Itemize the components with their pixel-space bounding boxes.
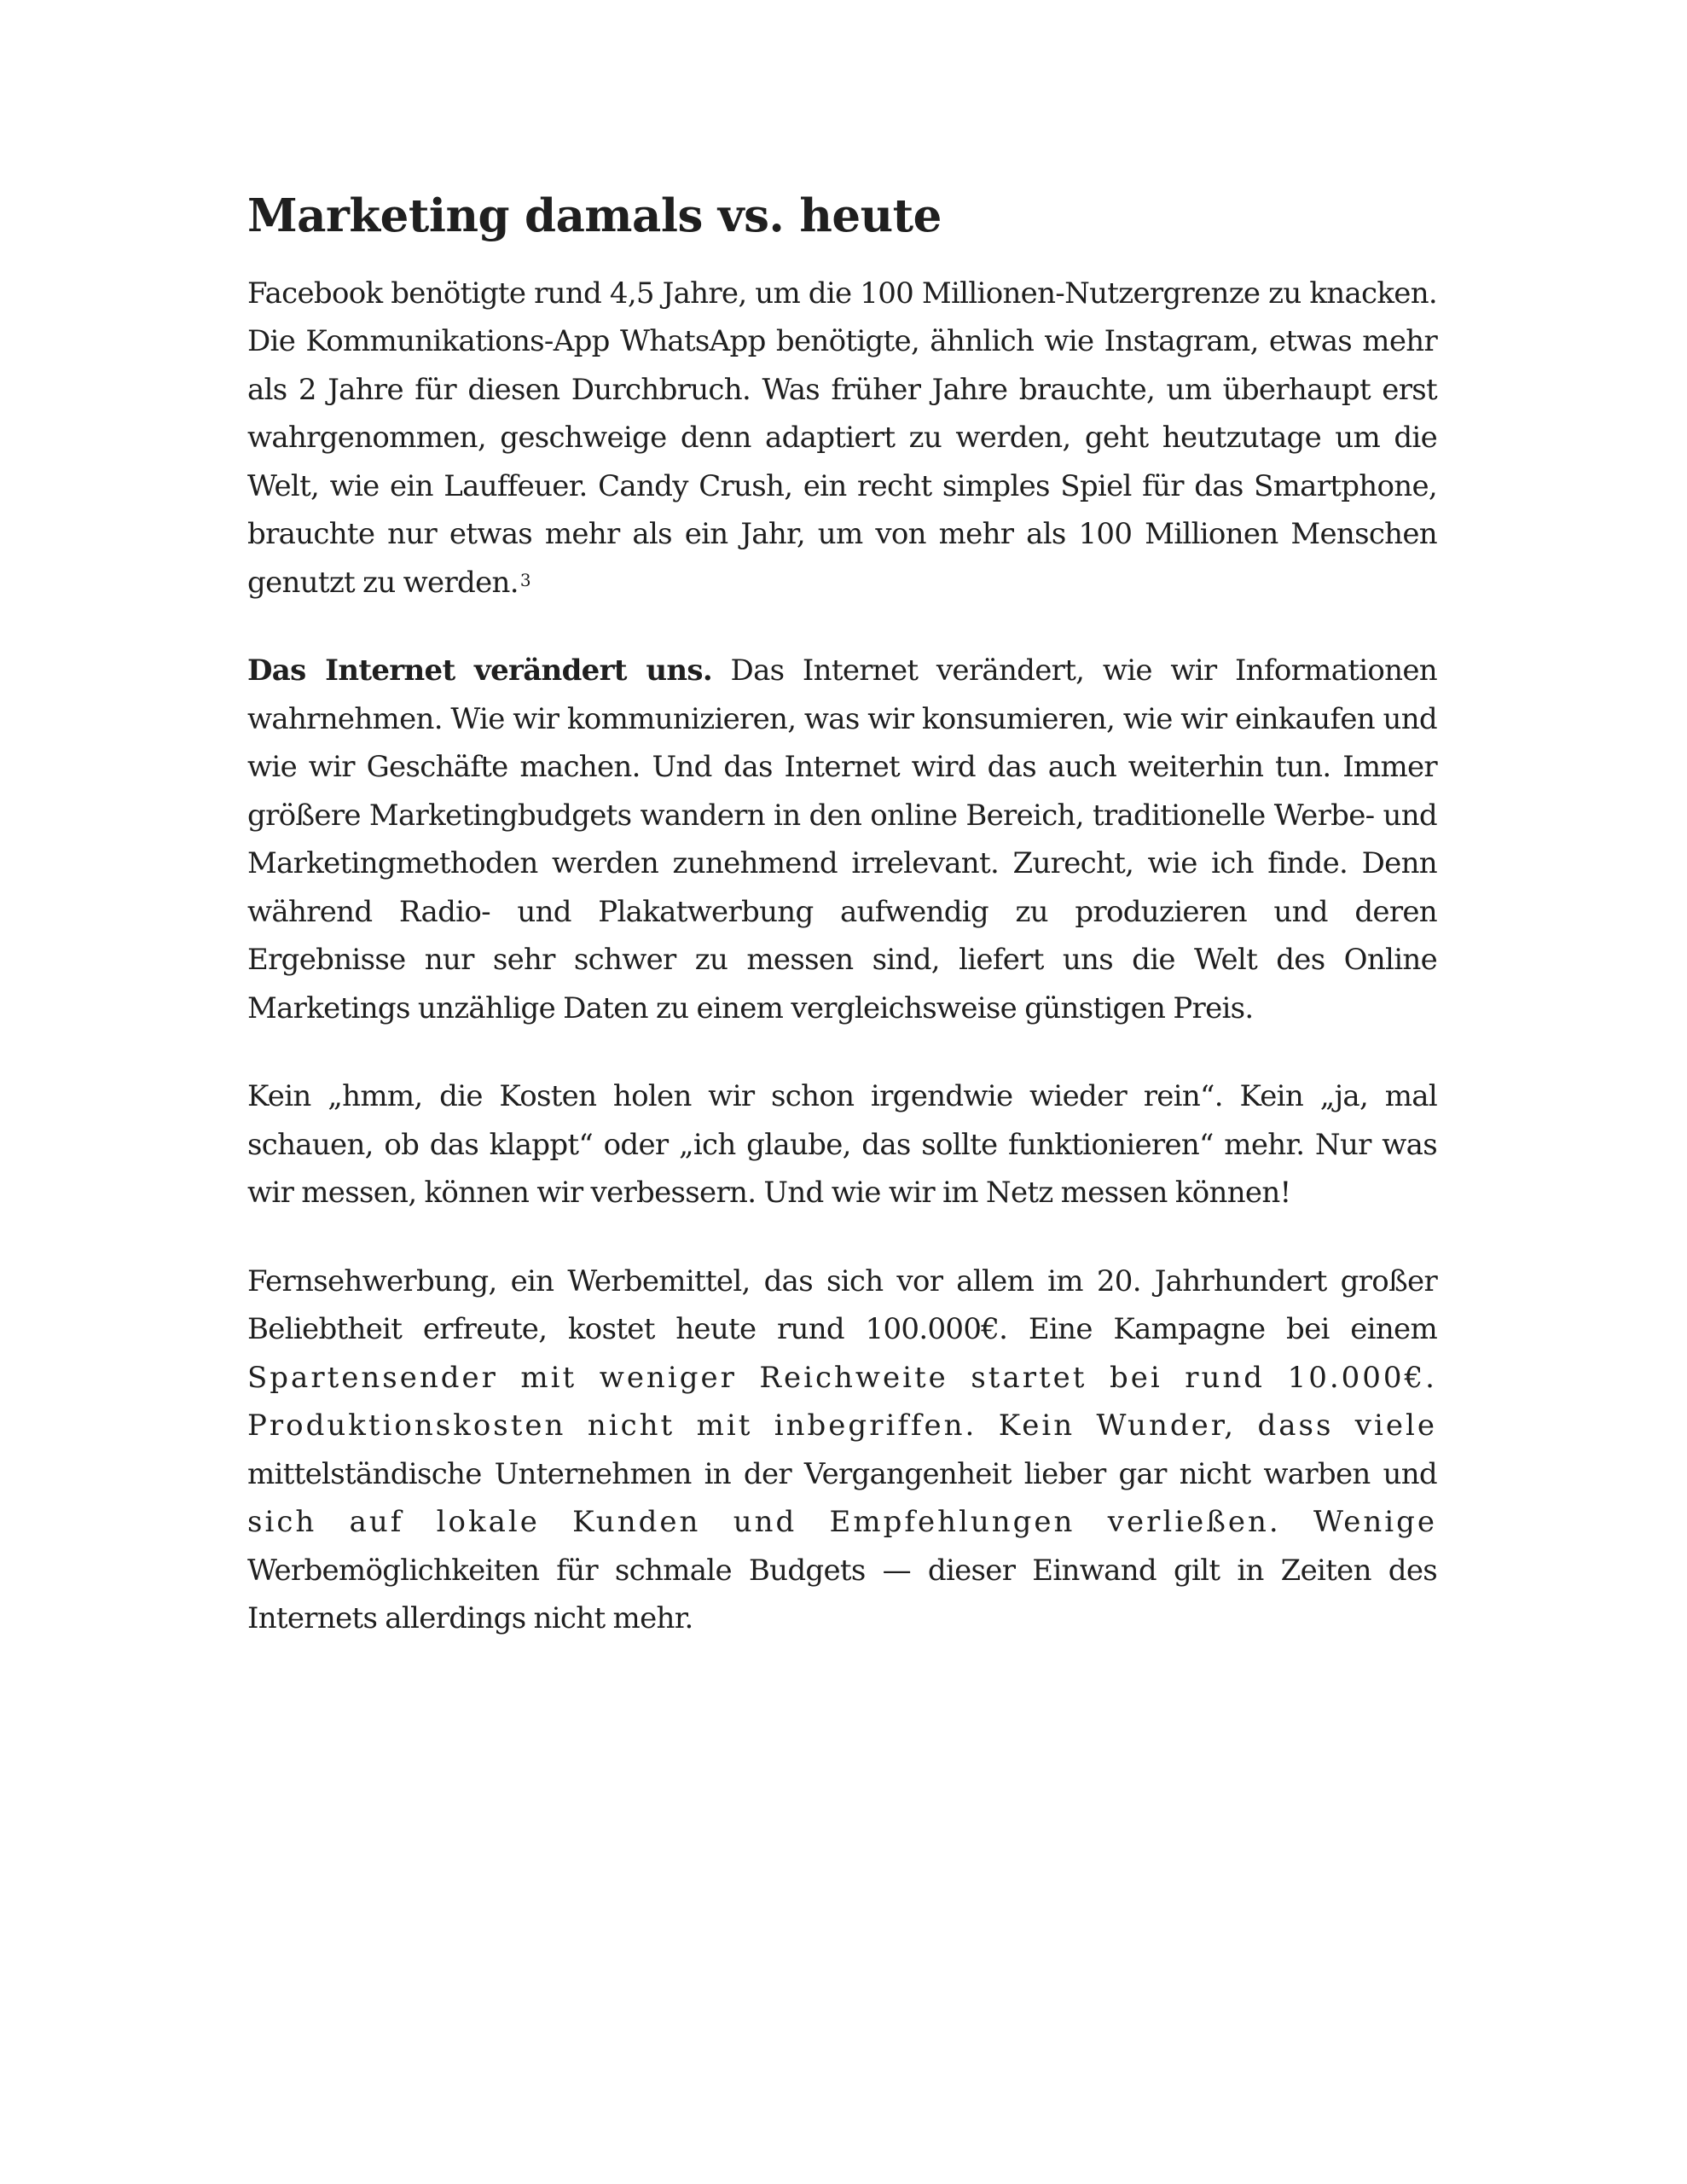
paragraph-measure xyxy=(247,1072,1437,1217)
paragraph-text-part: mittelständische Unternehmen in der Vergangenheit lieber gar nicht warben und xyxy=(247,1456,1437,1491)
article-body xyxy=(247,189,1437,1683)
section-heading: Marketing damals vs. heute xyxy=(247,189,942,242)
footnote-marker: 3 xyxy=(519,569,530,590)
paragraph-text: Kein „hmm, die Kosten holen wir schon irgendwie wieder rein“. Kein „ja, mal schauen, ob das klappt“ oder „ich glaube, das sollte funktionieren“ mehr. Nur was wir messen, können wir verbessern. Und wie wir im Netz messen können! xyxy=(247,1079,1437,1211)
paragraph-text: Das Internet verändert, wie wir Informationen wahrnehmen. Wie wir kommunizieren, was wir konsumieren, wie wir einkaufen und wie wir Geschäfte machen. Und das Internet wird das auch weiterhin tun. Immer größere Marketingbudgets wandern in den online Bereich, traditionelle Werbe- und Marketingmethoden werden zunehmend irrelevant. Zurecht, wie ich finde. Denn während Radio- und Plakatwerbung aufwendig zu produzieren und deren Ergebnisse nur sehr schwer zu messen sind, liefert uns die Welt des Online Marketings unzählige Daten zu einem vergleichsweise günstigen Preis. xyxy=(247,653,1437,1025)
paragraph-growth-stats xyxy=(247,270,1437,607)
paragraph-text-part-tracked: sich auf lokale Kunden und Empfehlungen verließen. Wenige xyxy=(247,1505,1437,1540)
paragraph-lead-in: Das Internet verändert uns. xyxy=(247,653,712,688)
paragraph-text-part: Werbemöglichkeiten für schmale Budgets — dieser Einwand gilt in Zeiten des Internets allerdings nicht mehr. xyxy=(247,1553,1437,1636)
paragraph-tv-advertising xyxy=(247,1258,1437,1643)
paragraph-text-part: Fernsehwerbung, ein Werbemittel, das sich vor allem im 20. Jahrhundert großer Beliebtheit erfreute, kostet heute rund 100.000€. Eine Kampagne bei einem xyxy=(247,1263,1437,1347)
paragraph-text: Facebook benötigte rund 4,5 Jahre, um die 100 Millionen-Nutzergrenze zu knacken. Die Kommunikations-App WhatsApp benötigte, ähnlich wie Instagram, etwas mehr als 2 Jahre für diesen Durchbruch. Was früher Jahre brauchte, um überhaupt erst wahrgenommen, geschweige denn adaptiert zu werden, geht heutzutage um die Welt, wie ein Lauffeuer. Candy Crush, ein recht simples Spiel für das Smartphone, brauchte nur etwas mehr als ein Jahr, um von mehr als 100 Millionen Menschen genutzt zu werden. xyxy=(247,276,1437,600)
paragraph-text-part-tracked: Spartensender mit weniger Reichweite startet bei rund 10.000€. Produktionskosten nicht mit inbegriffen. Kein Wunder, dass viele xyxy=(247,1360,1437,1443)
paragraph-internet-changes-us xyxy=(247,647,1437,1032)
